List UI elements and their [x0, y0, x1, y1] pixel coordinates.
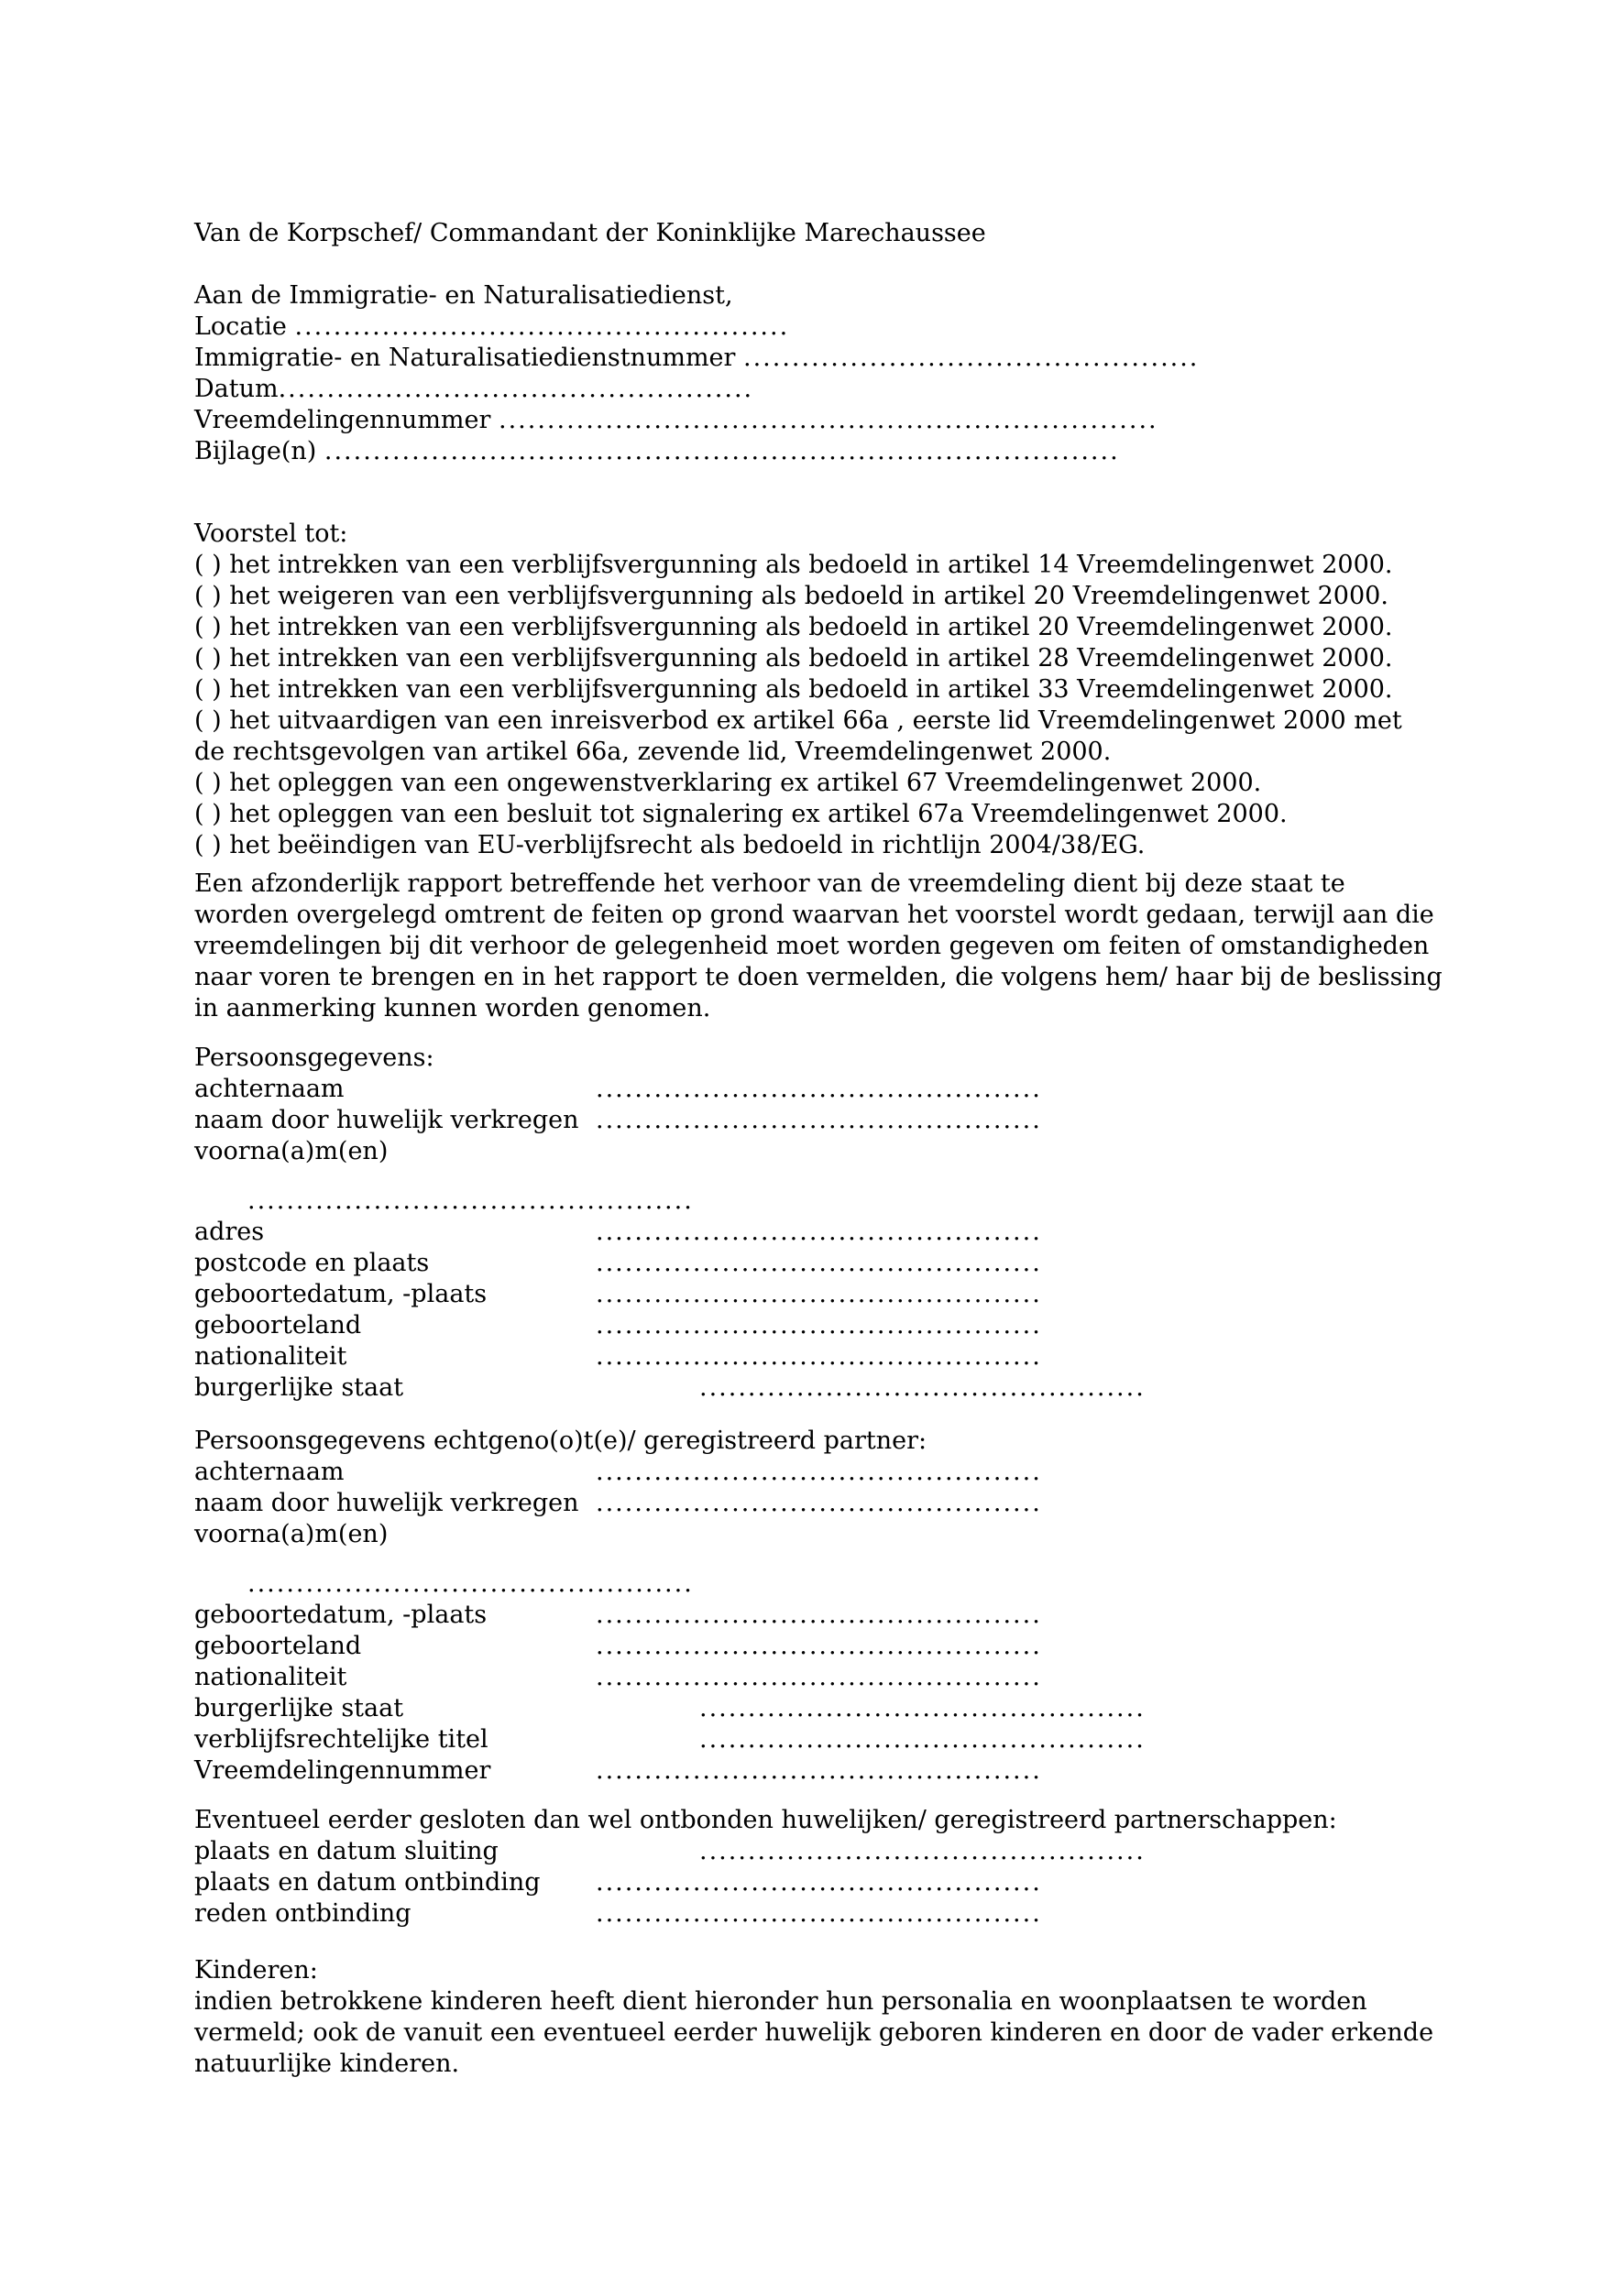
dotted-fill-line: ...................................................	[294, 312, 790, 341]
address-field-row	[194, 374, 1441, 405]
address-field-label: Bijlage(n)	[194, 437, 324, 465]
report-note-section	[194, 869, 1441, 1024]
proposal-option-line: ( ) het opleggen van een besluit tot signalering ex artikel 67a Vreemdelingenwet 2000.	[194, 800, 1288, 828]
address-field-row	[194, 405, 1441, 436]
address-field-label: Vreemdelingennummer	[194, 406, 499, 434]
form-field-label: geboorteland	[194, 1311, 362, 1339]
form-field-label: geboortedatum, -plaats	[194, 1601, 488, 1629]
proposal-option-line: ( ) het uitvaardigen van een inreisverbod ex artikel 66a , eerste lid Vreemdelingenwet 2000 met	[194, 706, 1402, 735]
form-field-row	[194, 1372, 1441, 1404]
children-note-line: natuurlijke kinderen.	[194, 2050, 460, 2078]
form-field-label: achternaam	[194, 1458, 345, 1486]
dotted-fill-line: ..............................................	[596, 1342, 1042, 1371]
children-note-line: vermeld; ook de vanuit een eventueel eerder huwelijk geboren kinderen en door de vader erkende	[194, 2018, 1434, 2047]
addressee-block	[194, 280, 1441, 467]
form-field-row	[194, 1186, 1441, 1217]
previous-marriages-heading: Eventueel eerder gesloten dan wel ontbonden huwelijken/ geregistreerd partnerschappen:	[194, 1806, 1337, 1834]
proposal-heading: Voorstel tot:	[194, 519, 348, 548]
dotted-fill-line: ..............................................	[596, 1458, 1042, 1486]
form-field-row	[194, 1341, 1441, 1372]
form-field-row	[194, 1310, 1441, 1341]
form-field-label: reden ontbinding	[194, 1899, 411, 1928]
dotted-fill-line: ..................................................................................	[324, 437, 1120, 465]
dotted-fill-line: ..............................................	[596, 1218, 1042, 1246]
address-field-label: Immigratie- en Naturalisatiedienstnummer	[194, 344, 744, 372]
form-field-label: nationaliteit	[194, 1342, 347, 1371]
children-section	[194, 1955, 1441, 2080]
dotted-fill-line: ..............................................	[699, 1694, 1146, 1722]
dotted-fill-line: .................................................	[278, 375, 754, 403]
dotted-fill-line: ..............................................	[596, 1899, 1042, 1928]
dotted-fill-line: ..............................................	[596, 1311, 1042, 1339]
proposal-option-line: de rechtsgevolgen van artikel 66a, zevende lid, Vreemdelingenwet 2000.	[194, 738, 1112, 766]
dotted-fill-line: ..............................................	[596, 1601, 1042, 1629]
form-field-row	[194, 1457, 1441, 1488]
form-field-label: geboortedatum, -plaats	[194, 1280, 488, 1308]
dotted-fill-line: ..............................................	[596, 1075, 1042, 1103]
addressee-intro: Aan de Immigratie- en Naturalisatiedienst,	[194, 281, 733, 310]
form-field-row	[194, 1248, 1441, 1279]
form-field-label: geboorteland	[194, 1632, 362, 1660]
proposal-option-line: ( ) het weigeren van een verblijfsvergunning als bedoeld in artikel 20 Vreemdelingenwet 2000.	[194, 582, 1388, 610]
form-field-row	[194, 1898, 1441, 1930]
dotted-fill-line: ..............................................	[596, 1756, 1042, 1785]
form-field-row	[194, 1519, 1441, 1550]
form-field-row	[194, 1074, 1441, 1105]
dotted-fill-line: ...............................................	[743, 344, 1200, 372]
dotted-fill-line: ..............................................	[699, 1837, 1146, 1865]
form-field-row	[194, 1836, 1441, 1867]
dotted-fill-line: ..............................................	[596, 1249, 1042, 1277]
proposal-option-line: ( ) het beëindigen van EU-verblijfsrecht als bedoeld in richtlijn 2004/38/EG.	[194, 831, 1146, 859]
dotted-fill-line: ..............................................	[596, 1868, 1042, 1897]
form-field-row	[194, 1662, 1441, 1693]
dotted-fill-line: ..............................................	[596, 1489, 1042, 1517]
form-field-label: burgerlijke staat	[194, 1373, 404, 1402]
report-note-line: naar voren te brengen en in het rapport te doen vermelden, die volgens hem/ haar bij de beslissing	[194, 963, 1443, 991]
form-field-row	[194, 1569, 1441, 1600]
form-field-row	[194, 1755, 1441, 1787]
form-field-label: naam door huwelijk verkregen	[194, 1106, 579, 1134]
address-field-row	[194, 343, 1441, 374]
form-field-row	[194, 1105, 1441, 1136]
proposal-option-line: ( ) het intrekken van een verblijfsvergunning als bedoeld in artikel 14 Vreemdelingenwet 2000.	[194, 551, 1393, 579]
form-field-row	[194, 1488, 1441, 1519]
form-field-label: plaats en datum sluiting	[194, 1837, 499, 1865]
form-field-row	[194, 1136, 1441, 1167]
dotted-fill-line: ..............................................	[699, 1725, 1146, 1754]
personal-data-heading: Persoonsgegevens:	[194, 1044, 434, 1072]
dotted-fill-line: ..............................................	[699, 1373, 1146, 1402]
form-field-label: voorna(a)m(en)	[194, 1520, 389, 1548]
from-line: Van de Korpschef/ Commandant der Koninklijke Marechaussee	[194, 219, 986, 247]
form-field-row	[194, 1693, 1441, 1724]
report-note-line: in aanmerking kunnen worden genomen.	[194, 994, 711, 1022]
form-field-label: naam door huwelijk verkregen	[194, 1489, 579, 1517]
dotted-fill-line: ....................................................................	[499, 406, 1158, 434]
children-heading: Kinderen:	[194, 1956, 318, 1984]
dotted-fill-line: ..............................................	[247, 1186, 694, 1215]
partner-data-section	[194, 1426, 1441, 1787]
report-note-line: vreemdelingen bij dit verhoor de gelegenheid moet worden gegeven om feiten of omstandigheden	[194, 932, 1430, 960]
form-field-label: burgerlijke staat	[194, 1694, 404, 1722]
previous-marriages-section	[194, 1805, 1441, 1930]
form-field-label: nationaliteit	[194, 1663, 347, 1691]
children-note-line: indien betrokkene kinderen heeft dient hieronder hun personalia en woonplaatsen te worden	[194, 1987, 1367, 2016]
proposal-option-line: ( ) het opleggen van een ongewenstverklaring ex artikel 67 Vreemdelingenwet 2000.	[194, 769, 1262, 797]
personal-data-section	[194, 1043, 1441, 1404]
proposal-section	[194, 519, 1441, 861]
form-field-label: adres	[194, 1218, 265, 1246]
dotted-fill-line: ..............................................	[596, 1632, 1042, 1660]
form-field-row	[194, 1867, 1441, 1898]
proposal-option-line: ( ) het intrekken van een verblijfsvergunning als bedoeld in artikel 28 Vreemdelingenwet 2000.	[194, 644, 1393, 672]
dotted-fill-line: ..............................................	[596, 1106, 1042, 1134]
dotted-fill-line: ..............................................	[247, 1569, 694, 1598]
form-field-row	[194, 1724, 1441, 1755]
form-field-label: achternaam	[194, 1075, 345, 1103]
proposal-option-line: ( ) het intrekken van een verblijfsvergunning als bedoeld in artikel 20 Vreemdelingenwet 2000.	[194, 613, 1393, 641]
report-note-line: Een afzonderlijk rapport betreffende het verhoor van de vreemdeling dient bij deze staat te	[194, 869, 1345, 898]
dotted-fill-line: ..............................................	[596, 1280, 1042, 1308]
report-note-line: worden overgelegd omtrent de feiten op grond waarvan het voorstel wordt gedaan, terwijl aan die	[194, 901, 1434, 929]
form-field-row	[194, 1279, 1441, 1310]
proposal-option-line: ( ) het intrekken van een verblijfsvergunning als bedoeld in artikel 33 Vreemdelingenwet 2000.	[194, 675, 1393, 704]
dotted-fill-line: ..............................................	[596, 1663, 1042, 1691]
form-field-row	[194, 1600, 1441, 1631]
form-field-label: plaats en datum ontbinding	[194, 1868, 541, 1897]
form-field-row	[194, 1631, 1441, 1662]
address-field-label: Locatie	[194, 312, 295, 341]
address-field-label: Datum	[194, 375, 279, 403]
form-field-label: verblijfsrechtelijke titel	[194, 1725, 488, 1754]
form-field-label: Vreemdelingennummer	[194, 1756, 491, 1785]
partner-data-heading: Persoonsgegevens echtgeno(o)t(e)/ geregistreerd partner:	[194, 1427, 927, 1455]
form-field-label: postcode en plaats	[194, 1249, 430, 1277]
address-field-row	[194, 312, 1441, 343]
address-field-row	[194, 436, 1441, 467]
form-field-label: voorna(a)m(en)	[194, 1137, 389, 1165]
form-field-row	[194, 1217, 1441, 1248]
